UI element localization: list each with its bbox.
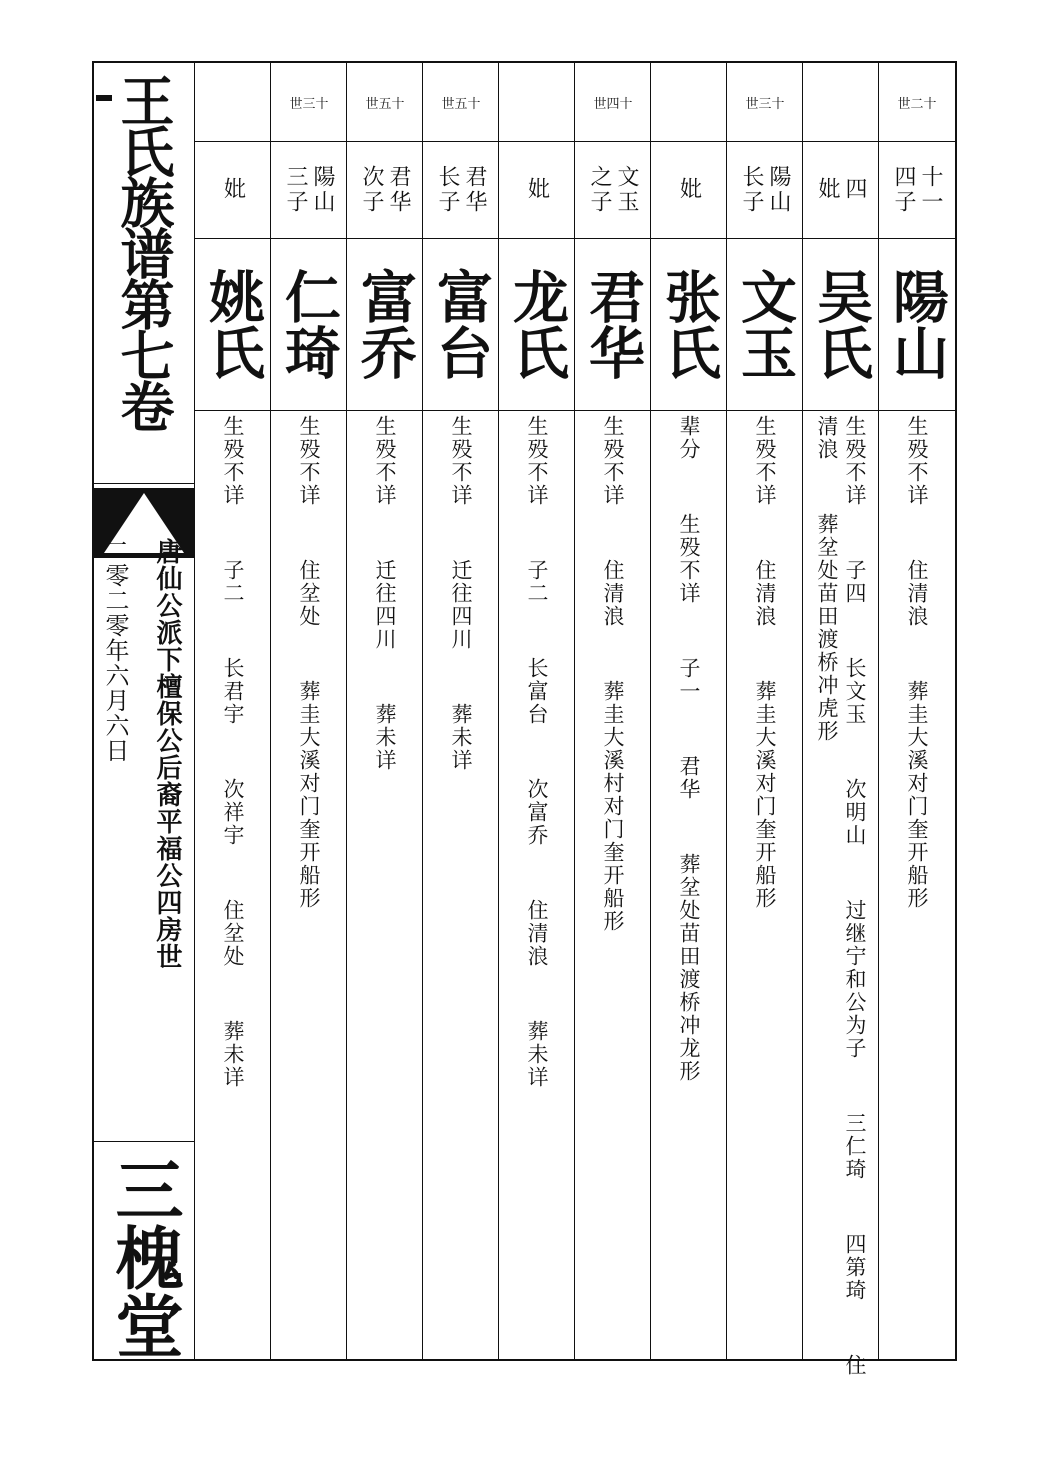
relation-label: 妣 (524, 177, 550, 202)
person-name: 富乔 (352, 268, 418, 380)
person-column (575, 63, 651, 1359)
person-column (271, 63, 347, 1359)
book-title: 王氏族谱第七卷 (112, 73, 176, 430)
relation-label: 十一 四子 (891, 164, 943, 215)
person-column (879, 63, 955, 1359)
person-name: 文玉 (732, 268, 798, 380)
relation-label: 四 妣 (815, 177, 867, 202)
person-description: 生殁不详 子二 长君宇 次祥宇 住坌处 葬未详 (221, 415, 245, 1089)
person-description: 生殁不详 子四 长文玉 次明山 过继宁和公为子 三仁琦 四第琦 住 清浪 葬坌处苗田渡桥冲虎形 (815, 415, 867, 1377)
person-description: 生殁不详 子二 长富台 次富乔 住清浪 葬未详 (525, 415, 549, 1089)
relation-label: 妣 (220, 177, 246, 202)
person-description: 辈分 生殁不详 子一 君华 葬坌处苗田渡桥冲龙形 (677, 415, 701, 1083)
hall-divider (94, 1141, 194, 1142)
compile-date: 二零二零年六月六日 (101, 538, 129, 763)
person-name: 姚氏 (200, 268, 266, 380)
person-name: 陽山 (884, 268, 950, 380)
person-name: 龙氏 (504, 268, 570, 380)
person-column (803, 63, 879, 1377)
person-description: 生殁不详 迁往四川 葬未详 (373, 415, 397, 772)
genealogy-page (92, 61, 957, 1377)
person-name: 仁琦 (276, 268, 342, 380)
generation-label: 世三十 (745, 96, 785, 112)
relation-label: 君华 次子 (359, 164, 411, 215)
generation-label: 世五十 (365, 96, 405, 112)
relation-label: 陽山 长子 (739, 164, 791, 215)
person-column (195, 63, 271, 1359)
relation-label: 文玉 之子 (587, 164, 639, 215)
generation-label (803, 63, 879, 141)
hall-name: 三槐堂 (104, 1155, 184, 1359)
title-divider (94, 483, 194, 484)
generation-label (499, 63, 575, 141)
person-column (347, 63, 423, 1359)
person-description: 生殁不详 住清浪 葬圭大溪对门奎开船形 (905, 415, 929, 910)
generation-label (651, 63, 727, 141)
generation-label: 世三十 (289, 96, 329, 112)
generation-label: 世二十 (897, 96, 937, 112)
person-description: 生殁不详 迁往四川 葬未详 (449, 415, 473, 772)
person-description: 生殁不详 住坌处 葬圭大溪对门奎开船形 (297, 415, 321, 910)
person-name: 张氏 (656, 268, 722, 380)
person-name: 君华 (580, 268, 646, 380)
relation-label: 妣 (676, 177, 702, 202)
person-description: 生殁不详 住清浪 葬圭大溪对门奎开船形 (753, 415, 777, 910)
person-description: 生殁不详 住清浪 葬圭大溪村对门奎开船形 (601, 415, 625, 933)
person-name: 吴氏 (808, 268, 874, 380)
person-column (727, 63, 803, 1359)
person-column (651, 63, 727, 1359)
lineage-subtitle: 唐仙公派下檀保公后裔平福公四房世 (152, 538, 182, 970)
generation-label: 世五十 (441, 96, 481, 112)
person-name: 富台 (428, 268, 494, 380)
generation-label (195, 63, 271, 141)
generation-label: 世四十 (593, 96, 633, 112)
person-column (499, 63, 575, 1359)
relation-label: 陽山 三子 (283, 164, 335, 215)
person-column (423, 63, 499, 1359)
relation-label: 君华 长子 (435, 164, 487, 215)
